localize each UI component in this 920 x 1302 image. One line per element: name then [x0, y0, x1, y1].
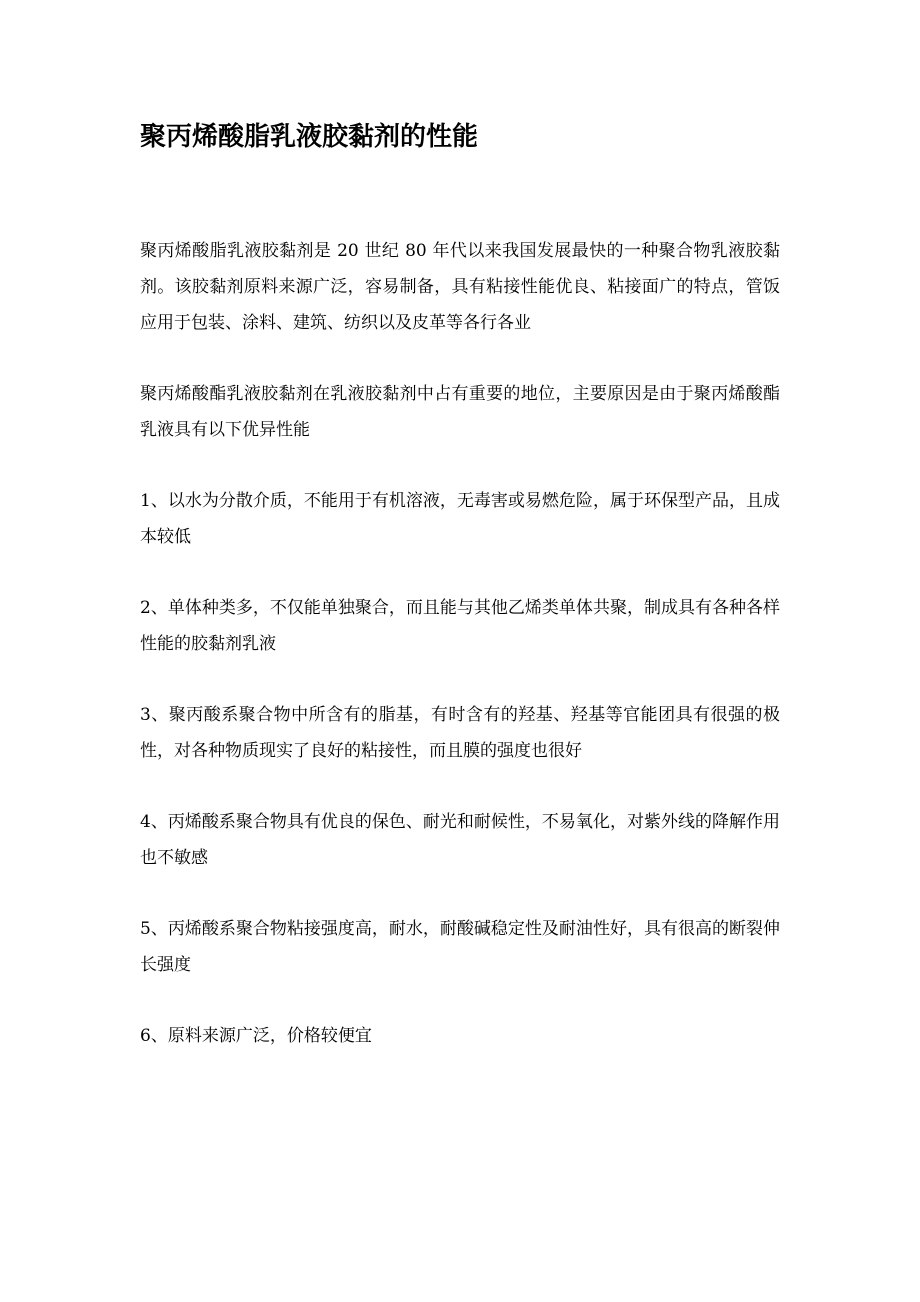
list-item-4: 4、丙烯酸系聚合物具有优良的保色、耐光和耐候性，不易氧化，对紫外线的降解作用也不敏感	[140, 812, 780, 868]
document-body	[140, 233, 780, 1089]
intro-paragraph: 聚丙烯酸脂乳液胶黏剂是 20 世纪 80 年代以来我国发展最快的一种聚合物乳液胶黏剂。该胶黏剂原料来源广泛，容易制备，具有粘接性能优良、粘接面广的特点，管饭应用于包装、涂料、建筑、纺织以及皮革等各行各业	[140, 241, 780, 333]
importance-paragraph: 聚丙烯酸酯乳液胶黏剂在乳液胶黏剂中占有重要的地位，主要原因是由于聚丙烯酸酯乳液具有以下优异性能	[140, 384, 780, 440]
list-item-2: 2、单体种类多，不仅能单独聚合，而且能与其他乙烯类单体共聚，制成具有各种各样性能的胶黏剂乳液	[140, 598, 780, 654]
list-item-6: 6、原料来源广泛，价格较便宜	[140, 1026, 372, 1046]
list-item-5: 5、丙烯酸系聚合物粘接强度高，耐水，耐酸碱稳定性及耐油性好，具有很高的断裂伸长强度	[140, 919, 780, 975]
list-item-1: 1、以水为分散介质，不能用于有机溶液，无毒害或易燃危险，属于环保型产品，且成本较低	[140, 491, 780, 547]
document-title: 聚丙烯酸脂乳液胶黏剂的性能	[140, 122, 479, 152]
list-item-3: 3、聚丙酸系聚合物中所含有的脂基，有时含有的羟基、羟基等官能团具有很强的极性，对各种物质现实了良好的粘接性，而且膜的强度也很好	[140, 705, 780, 761]
